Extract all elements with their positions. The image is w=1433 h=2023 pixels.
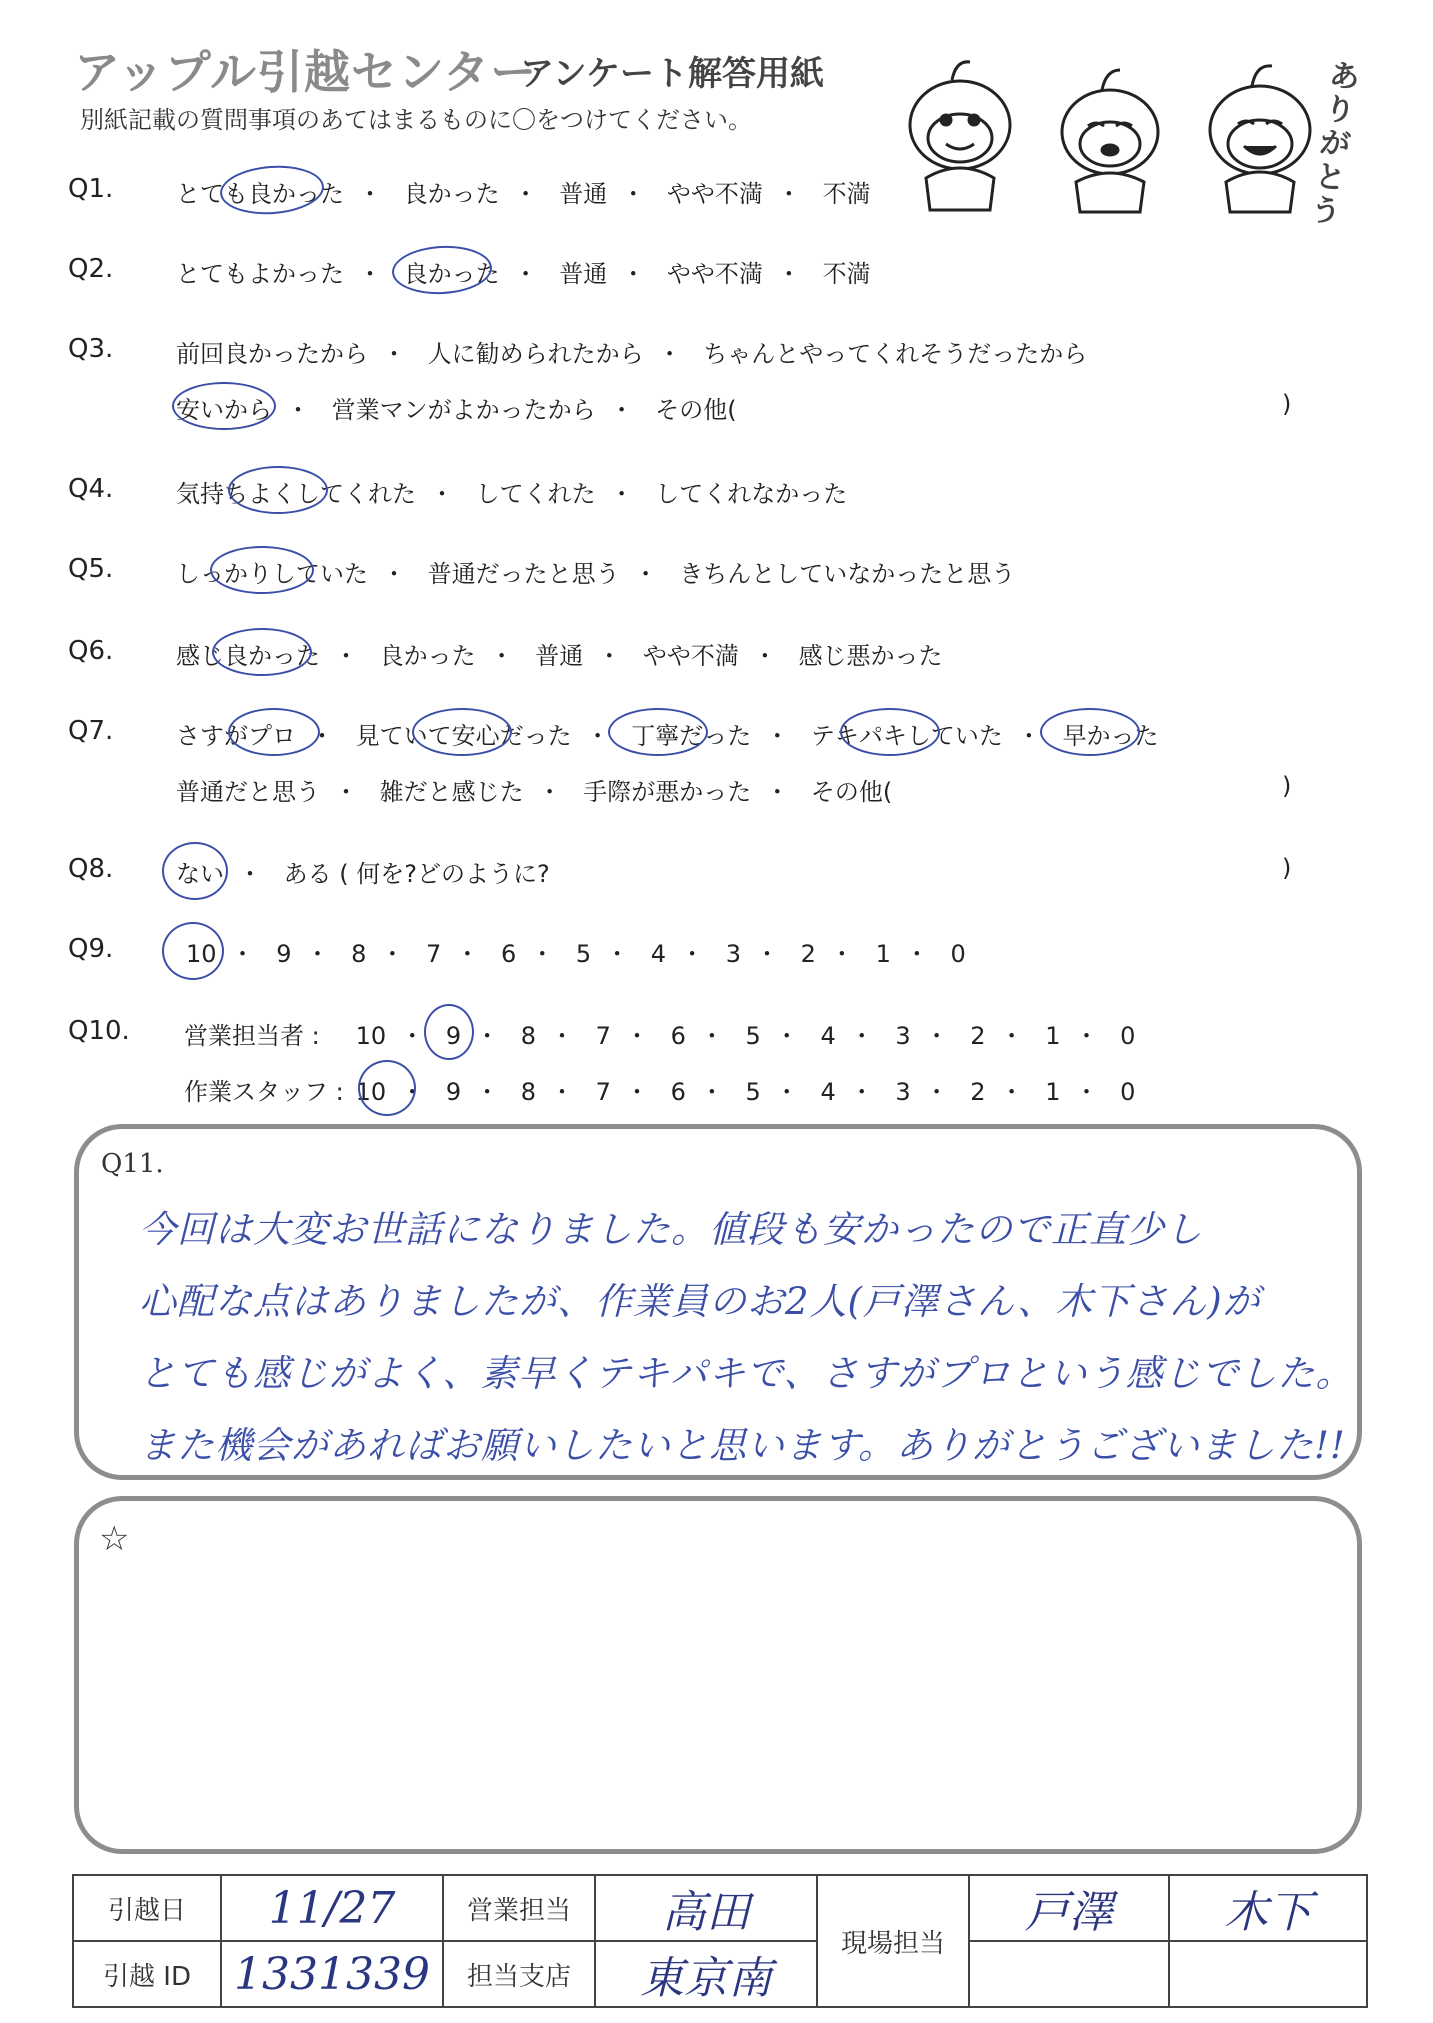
empty-cell bbox=[1169, 1941, 1367, 2007]
answer-option[interactable]: 人に勧められたから bbox=[427, 340, 644, 368]
rating-option[interactable]: 3 bbox=[725, 940, 741, 968]
answer-option[interactable]: ない bbox=[176, 860, 224, 888]
answer-row: 気持ちよくしてくれた ・ してくれた ・ してくれなかった bbox=[176, 480, 848, 508]
question-number: Q1. bbox=[68, 174, 114, 204]
rating-option[interactable]: 2 bbox=[800, 940, 816, 968]
answer-option[interactable]: 普通 bbox=[559, 180, 608, 208]
selection-circle bbox=[212, 628, 312, 676]
selection-circle bbox=[424, 1004, 474, 1060]
answer-row: ない ・ ある ( 何を?どのように? bbox=[176, 860, 550, 888]
rating-option[interactable]: 6 bbox=[670, 1022, 686, 1050]
question-number: Q3. bbox=[68, 334, 114, 364]
selection-circle bbox=[412, 708, 512, 756]
answer-option[interactable]: きちんとしていなかったと思う bbox=[679, 560, 1016, 588]
answer-option[interactable]: 安いから bbox=[176, 396, 272, 424]
question-number: Q9. bbox=[68, 934, 114, 964]
rating-option[interactable]: 10 bbox=[186, 940, 217, 968]
answer-option[interactable]: 早かった bbox=[1062, 722, 1159, 750]
answer-option[interactable]: ある ( 何を?どのように? bbox=[283, 860, 550, 888]
rating-label: 作業スタッフ : bbox=[184, 1078, 344, 1106]
question-number: Q5. bbox=[68, 554, 114, 584]
rating-option[interactable]: 7 bbox=[595, 1022, 611, 1050]
question-number: Q4. bbox=[68, 474, 114, 504]
rating-option[interactable]: 0 bbox=[1120, 1022, 1136, 1050]
question-number: Q8. bbox=[68, 854, 114, 884]
move-info-table bbox=[72, 1874, 1368, 2008]
rating-option[interactable]: 10 bbox=[355, 1022, 387, 1050]
selection-circle bbox=[840, 708, 940, 756]
rating-option[interactable]: 9 bbox=[445, 1078, 462, 1106]
answer-option[interactable]: 良かった bbox=[403, 260, 500, 288]
selection-circle bbox=[210, 546, 314, 594]
branch-name-value: 東京南 bbox=[595, 1941, 817, 2007]
move-id-value: 1331339 bbox=[221, 1941, 443, 2007]
form-title: アンケート解答用紙 bbox=[520, 54, 824, 94]
rating-option[interactable]: 5 bbox=[575, 940, 592, 968]
question-number: Q7. bbox=[68, 716, 114, 746]
answer-option[interactable]: 感じ良かった bbox=[176, 642, 320, 670]
answer-option[interactable]: 普通 bbox=[559, 260, 608, 288]
move-date-value: 11/27 bbox=[221, 1875, 443, 1941]
answer-option[interactable]: 手際が悪かった bbox=[583, 778, 752, 806]
close-paren: ) bbox=[1282, 390, 1292, 418]
answer-row: 安いから ・ 営業マンがよかったから ・ その他( bbox=[176, 396, 737, 424]
question-number: Q10. bbox=[68, 1016, 130, 1046]
answer-option[interactable]: 普通 bbox=[535, 642, 584, 670]
answer-option[interactable]: 丁寧だった bbox=[631, 722, 752, 750]
rating-option[interactable]: 2 bbox=[970, 1078, 986, 1106]
answer-option[interactable]: してくれた bbox=[475, 480, 596, 508]
rating-option[interactable]: 8 bbox=[351, 940, 367, 968]
answer-row: 普通だと思う ・ 雑だと感じた ・ 手際が悪かった ・ その他( bbox=[176, 778, 893, 806]
answer-option[interactable]: しっかりしていた bbox=[176, 560, 368, 588]
empty-cell bbox=[969, 1941, 1169, 2007]
rating-option[interactable]: 5 bbox=[745, 1078, 761, 1106]
selection-circle bbox=[608, 708, 708, 756]
comment-box-label: Q11. bbox=[101, 1149, 164, 1179]
site-label: 現場担当 bbox=[817, 1875, 969, 2007]
answer-row: さすがプロ ・ 見ていて安心だった ・ 丁寧だった ・ テキパキしていた ・ 早かった bbox=[176, 722, 1159, 750]
rating-row: 10 ・ 9 ・ 8 ・ 7 ・ 6 ・ 5 ・ 4 ・ 3 ・ 2 ・ 1 ・ 0 bbox=[186, 940, 966, 968]
rating-option[interactable]: 4 bbox=[820, 1078, 836, 1106]
rating-option[interactable]: 7 bbox=[426, 940, 442, 968]
sales-name-value: 高田 bbox=[595, 1875, 817, 1941]
answer-option[interactable]: 雑だと感じた bbox=[379, 778, 524, 806]
rating-option[interactable]: 3 bbox=[895, 1078, 911, 1106]
answer-option[interactable]: その他( bbox=[655, 396, 737, 424]
rating-option[interactable]: 6 bbox=[670, 1078, 686, 1106]
move-id-label: 引越 ID bbox=[73, 1941, 221, 2007]
answer-option[interactable]: テキパキしていた bbox=[810, 722, 1003, 750]
answer-row: しっかりしていた ・ 普通だったと思う ・ きちんとしていなかったと思う bbox=[176, 560, 1016, 588]
answer-option[interactable]: 営業マンがよかったから bbox=[331, 396, 596, 424]
company-title: アップル引越センター bbox=[74, 45, 538, 99]
branch-label: 担当支店 bbox=[443, 1941, 595, 2007]
star-icon: ☆ bbox=[99, 1519, 130, 1559]
rating-option[interactable]: 6 bbox=[500, 940, 517, 968]
answer-option[interactable]: 見ていて安心だった bbox=[355, 722, 572, 750]
answer-option[interactable]: 良かった bbox=[379, 642, 476, 670]
selection-circle bbox=[228, 708, 320, 756]
comment-line: また機会があればお願いしたいと思います。ありがとうございました!! bbox=[139, 1424, 1346, 1467]
site-staff-value: 木下 bbox=[1169, 1875, 1367, 1941]
rating-option[interactable]: 7 bbox=[595, 1078, 611, 1106]
rating-option[interactable]: 8 bbox=[520, 1078, 537, 1106]
answer-option[interactable]: その他( bbox=[810, 778, 893, 806]
rating-row: 営業担当者 : 10 ・ 9 ・ 8 ・ 7 ・ 6 ・ 5 ・ 4 ・ 3 ・ 2 ・ 1 ・ 0 bbox=[184, 1016, 1135, 1051]
answer-option[interactable]: してくれなかった bbox=[655, 480, 848, 508]
answer-option[interactable]: 普通だと思う bbox=[176, 778, 320, 806]
rating-option[interactable]: 1 bbox=[1045, 1078, 1061, 1106]
question-number: Q6. bbox=[68, 636, 114, 666]
answer-option[interactable]: 前回良かったから bbox=[176, 340, 368, 368]
comment-box bbox=[74, 1124, 1362, 1480]
answer-row: 感じ良かった ・ 良かった ・ 普通 ・ やや不満 ・ 感じ悪かった bbox=[176, 642, 943, 670]
answer-option[interactable]: とても良かった bbox=[176, 180, 344, 208]
rating-label: 営業担当者 : bbox=[184, 1022, 320, 1050]
answer-option[interactable]: やや不満 bbox=[666, 260, 763, 288]
rating-option[interactable]: 4 bbox=[650, 940, 667, 968]
answer-option[interactable]: やや不満 bbox=[642, 642, 739, 670]
rating-option[interactable]: 10 bbox=[355, 1078, 387, 1106]
move-date-label: 引越日 bbox=[73, 1875, 221, 1941]
selection-circle bbox=[355, 1060, 416, 1116]
rating-option[interactable]: 8 bbox=[520, 1022, 537, 1050]
rating-option[interactable]: 9 bbox=[276, 940, 292, 968]
mascot-thanks-text: ありがとう bbox=[1308, 57, 1362, 231]
rating-option[interactable]: 1 bbox=[1045, 1022, 1061, 1050]
selection-circle bbox=[228, 466, 328, 514]
answer-option[interactable]: 気持ちよくしてくれた bbox=[176, 480, 416, 508]
rating-option[interactable]: 9 bbox=[445, 1022, 462, 1050]
answer-option[interactable]: とてもよかった bbox=[176, 260, 344, 288]
answer-option[interactable]: 不満 bbox=[822, 260, 871, 288]
rating-option[interactable]: 4 bbox=[820, 1022, 836, 1050]
answer-row: 前回良かったから ・ 人に勧められたから ・ ちゃんとやってくれそうだったから bbox=[176, 340, 1088, 368]
sales-label: 営業担当 bbox=[443, 1875, 595, 1941]
rating-option[interactable]: 2 bbox=[970, 1022, 986, 1050]
rating-option[interactable]: 0 bbox=[950, 940, 966, 968]
rating-option[interactable]: 3 bbox=[895, 1022, 911, 1050]
selection-circle bbox=[162, 922, 224, 980]
answer-option[interactable]: 感じ悪かった bbox=[798, 642, 943, 670]
answer-option[interactable]: ちゃんとやってくれそうだったから bbox=[703, 340, 1088, 368]
question-number: Q2. bbox=[68, 254, 114, 284]
answer-row: とても良かった ・ 良かった ・ 普通 ・ やや不満 ・ 不満 bbox=[176, 180, 871, 208]
selection-circle bbox=[1040, 708, 1140, 756]
rating-row: 作業スタッフ : 10 ・ 9 ・ 8 ・ 7 ・ 6 ・ 5 ・ 4 ・ 3 ・ 2 ・ 1 ・ 0 bbox=[184, 1072, 1135, 1107]
rating-option[interactable]: 0 bbox=[1120, 1078, 1136, 1106]
monkey-mascot-icon bbox=[890, 40, 1350, 220]
comment-line: とても感じがよく、素早くテキパキで、さすがプロという感じでした。 bbox=[139, 1352, 1354, 1395]
answer-option[interactable]: さすがプロ bbox=[176, 722, 296, 750]
instruction-text: 別紙記載の質問事項のあてはまるものに〇をつけてください。 bbox=[80, 106, 752, 134]
selection-circle bbox=[172, 382, 276, 430]
free-comment-box bbox=[74, 1496, 1362, 1854]
answer-option[interactable]: 不満 bbox=[822, 180, 871, 208]
answer-option[interactable]: やや不満 bbox=[666, 180, 763, 208]
answer-row: とてもよかった ・ 良かった ・ 普通 ・ やや不満 ・ 不満 bbox=[176, 260, 871, 288]
answer-option[interactable]: 良かった bbox=[403, 180, 500, 208]
answer-option[interactable]: 普通だったと思う bbox=[427, 560, 620, 588]
rating-option[interactable]: 5 bbox=[745, 1022, 761, 1050]
site-staff-value: 戸澤 bbox=[969, 1875, 1169, 1941]
close-paren: ) bbox=[1282, 854, 1292, 882]
rating-option[interactable]: 1 bbox=[875, 940, 891, 968]
close-paren: ) bbox=[1282, 772, 1292, 800]
selection-circle bbox=[162, 842, 228, 900]
comment-line: 心配な点はありましたが、作業員のお2人(戸澤さん、木下さん)が bbox=[139, 1280, 1261, 1323]
comment-line: 今回は大変お世話になりました。値段も安かったので正直少し bbox=[139, 1208, 1203, 1251]
selection-circle bbox=[218, 162, 325, 217]
